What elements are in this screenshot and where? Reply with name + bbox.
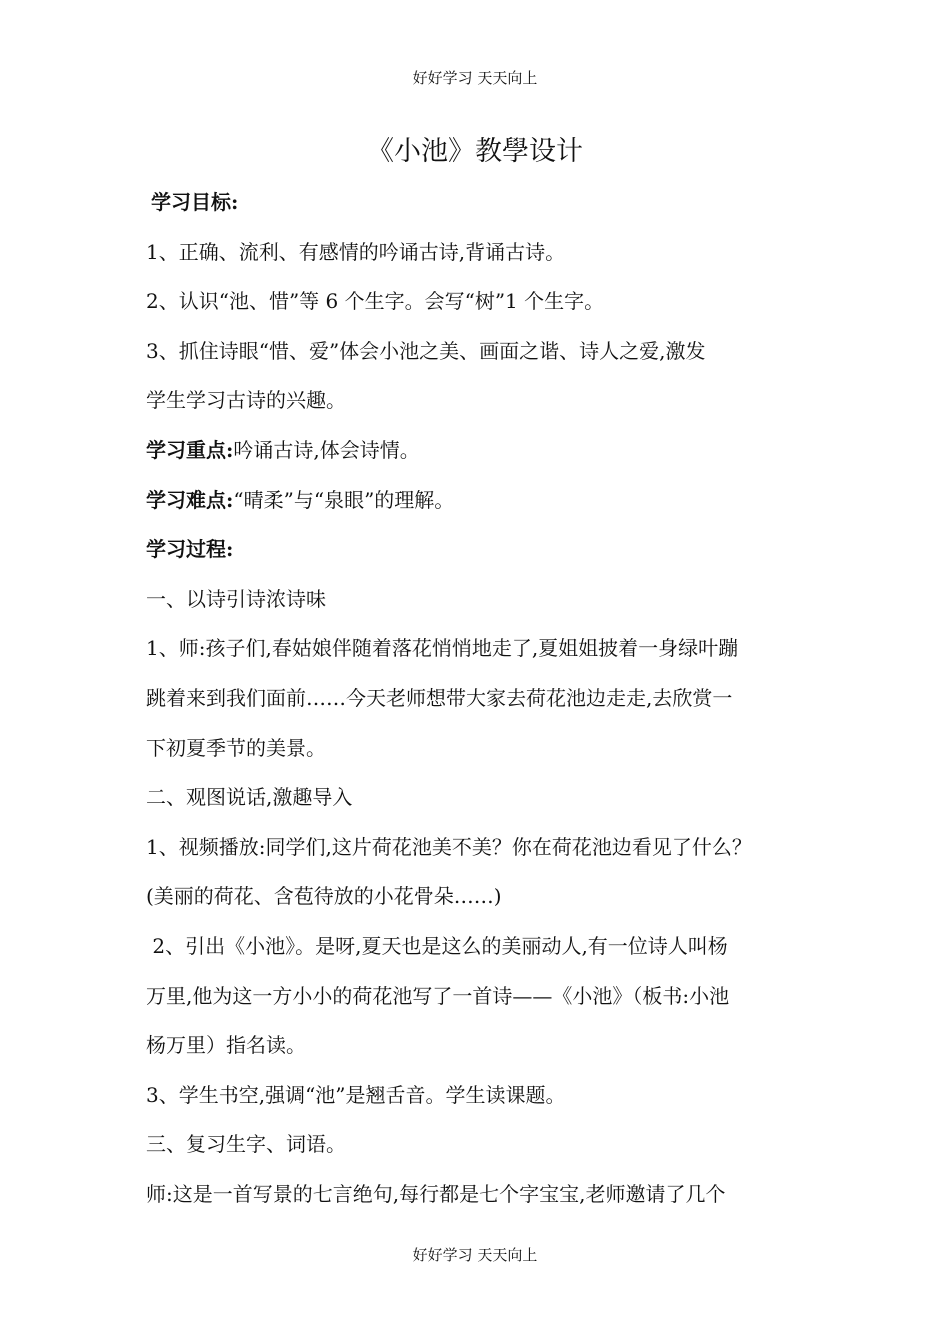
- focus-text: 吟诵古诗,体会诗情。: [233, 437, 420, 462]
- process-line: 跳着来到我们面前……今天老师想带大家去荷花池边走走,去欣赏一: [146, 685, 733, 710]
- objective-line: 1、正确、流利、有感情的吟诵古诗,背诵古诗。: [146, 239, 566, 264]
- process-line: 1、视频播放:同学们,这片荷花池美不美？你在荷花池边看见了什么？: [146, 834, 752, 859]
- objective-line: 2、认识“池、惜”等 6 个生字。会写“树”1 个生字。: [146, 289, 605, 314]
- page-header: 好好学习 天天向上: [412, 69, 538, 87]
- process-line: (美丽的荷花、含苞待放的小花骨朵……): [146, 884, 502, 909]
- focus-line: [146, 426, 826, 476]
- objective-line: 3、抓住诗眼“惜、爱”体会小池之美、画面之谐、诗人之爱,激发: [146, 338, 706, 363]
- objective-line: 学生学习古诗的兴趣。: [146, 388, 346, 413]
- page-footer: 好好学习 天天向上: [412, 1246, 538, 1264]
- process-line: 杨万里）指名读。: [146, 1033, 306, 1058]
- document-title: 《小池》教學设计: [367, 136, 583, 167]
- difficulty-text: “晴柔”与“泉眼”的理解。: [233, 487, 455, 512]
- difficulty-line: [146, 476, 826, 526]
- document-body: [146, 178, 826, 1219]
- process-line: 下初夏季节的美景。: [146, 735, 326, 760]
- process-line: 1、师:孩子们,春姑娘伴随着落花悄悄地走了,夏姐姐披着一身绿叶蹦: [146, 636, 739, 661]
- objectives-heading: 学习目标:: [151, 190, 239, 214]
- focus-label: 学习重点:: [146, 437, 234, 462]
- process-line: 三、复习生字、词语。: [146, 1132, 346, 1157]
- process-line: 师:这是一首写景的七言绝句,每行都是七个字宝宝,老师邀请了几个: [146, 1181, 726, 1206]
- process-line: 万里,他为这一方小小的荷花池写了一首诗——《小池》（板书:小池: [146, 983, 730, 1008]
- process-line: 2、引出《小池》。是呀,夏天也是这么的美丽动人,有一位诗人叫杨: [146, 933, 728, 958]
- process-line: 3、学生书空,强调“池”是翘舌音。学生读课题。: [146, 1082, 566, 1107]
- process-heading: 学习过程:: [146, 537, 234, 562]
- process-line: 一、以诗引诗浓诗味: [146, 586, 326, 611]
- process-line: 二、观图说话,激趣导入: [146, 785, 353, 810]
- difficulty-label: 学习难点:: [146, 487, 234, 512]
